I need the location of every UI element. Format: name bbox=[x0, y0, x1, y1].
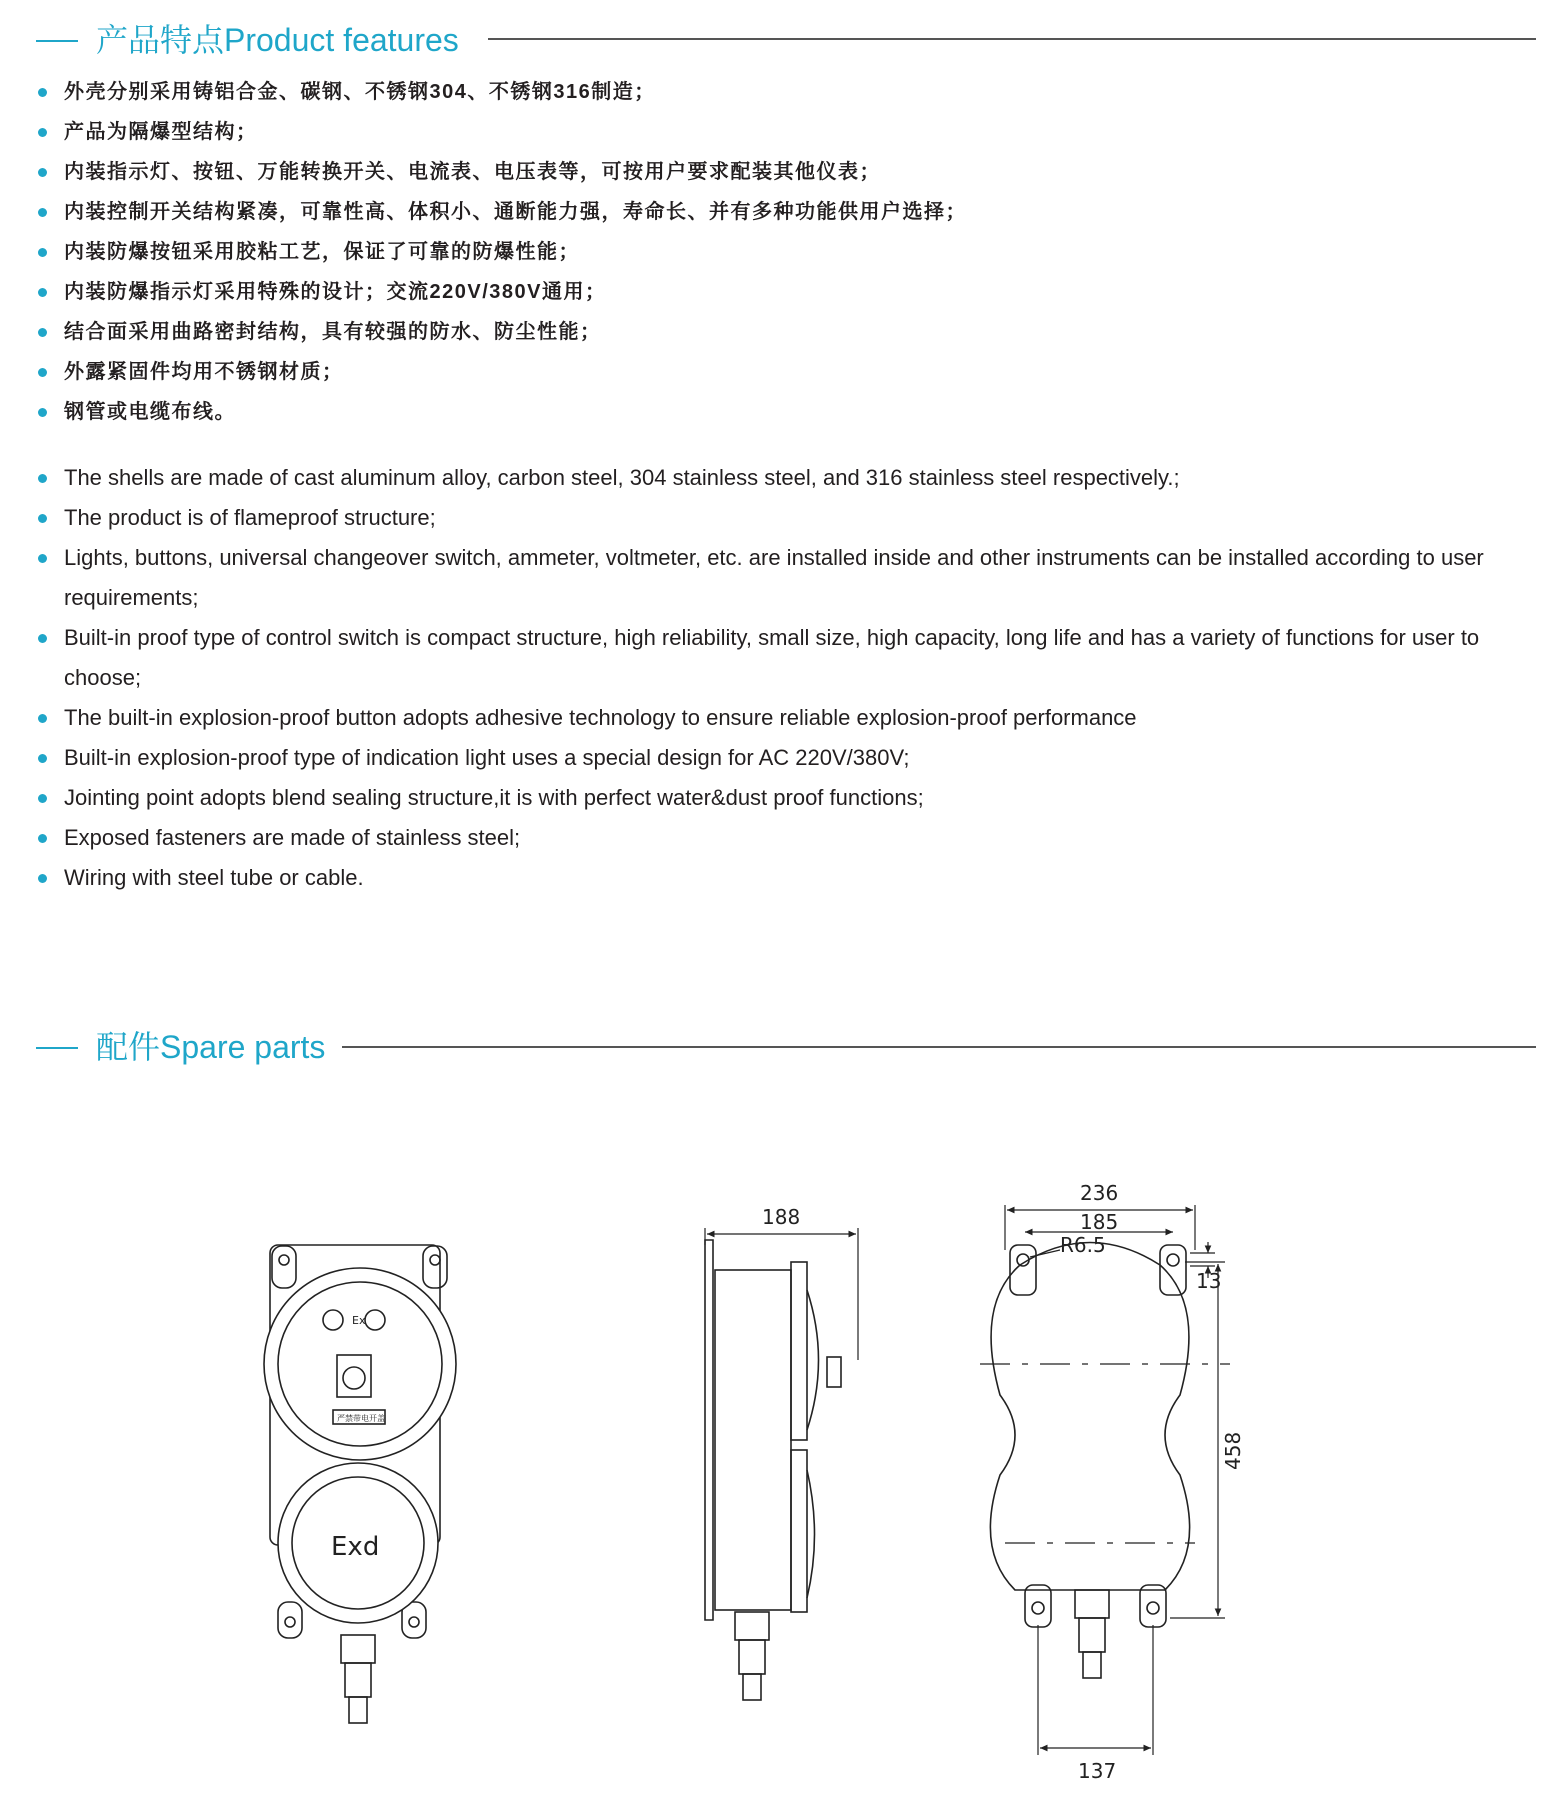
features-list-cn bbox=[36, 72, 1236, 432]
hole-radius-label: R6.5 bbox=[1060, 1233, 1106, 1257]
bottom-left-ear bbox=[1025, 1585, 1051, 1627]
bullet-dot-icon bbox=[38, 474, 47, 483]
feature-item-cn: 内装指示灯、按钮、万能转换开关、电流表、电压表等，可按用户要求配装其他仪表； bbox=[36, 152, 1236, 192]
mounting-hole bbox=[430, 1255, 440, 1265]
ex-mark-label: Ex bbox=[352, 1314, 366, 1327]
side-gland-nut bbox=[739, 1640, 765, 1674]
bullet-dot-icon bbox=[38, 554, 47, 563]
bullet-dot-icon bbox=[38, 874, 47, 883]
features-section-title: 产品特点Product features bbox=[96, 22, 459, 58]
feature-item-en: The shells are made of cast aluminum alloy, carbon steel, 304 stainless steel, and 316 stainless steel respectively.; bbox=[36, 458, 1536, 498]
mounting-ear bbox=[272, 1246, 296, 1288]
back-gland-nut bbox=[1079, 1618, 1105, 1652]
upper-enclosure bbox=[264, 1268, 456, 1460]
switch-handle bbox=[827, 1357, 841, 1387]
feature-item-cn: 外壳分别采用铸铝合金、碳钢、不锈钢304、不锈钢316制造； bbox=[36, 72, 1236, 112]
side-gland-body bbox=[735, 1612, 769, 1640]
back-center-lines bbox=[980, 1364, 1230, 1543]
bullet-dot-icon bbox=[38, 128, 47, 137]
feature-item-en: The product is of flameproof structure; bbox=[36, 498, 1536, 538]
warning-plate-label: 严禁带电开盖 bbox=[337, 1414, 385, 1423]
bullet-dot-icon bbox=[38, 634, 47, 643]
back-view-drawing bbox=[990, 1243, 1189, 1679]
side-view-drawing bbox=[705, 1240, 841, 1700]
features-list-en bbox=[36, 458, 1536, 898]
bullet-dot-icon bbox=[38, 208, 47, 217]
lower-cover-flange bbox=[791, 1450, 807, 1612]
feature-item-cn: 结合面采用曲路密封结构，具有较强的防水、防尘性能； bbox=[36, 312, 1236, 352]
feature-item-en: Built-in explosion-proof type of indication light uses a special design for AC 220V/380V; bbox=[36, 738, 1536, 778]
mounting-ear bbox=[423, 1246, 447, 1288]
bottom-right-hole bbox=[1147, 1602, 1159, 1614]
top-right-ear bbox=[1160, 1245, 1186, 1295]
spare-parts-section-title: 配件Spare parts bbox=[96, 1029, 326, 1065]
bullet-dot-icon bbox=[38, 168, 47, 177]
depth-dimension-label: 188 bbox=[762, 1205, 801, 1229]
bottom-right-ear bbox=[1140, 1585, 1166, 1627]
feature-item-cn: 内装防爆指示灯采用特殊的设计；交流220V/380V通用； bbox=[36, 272, 1236, 312]
side-wall-plate bbox=[705, 1240, 713, 1620]
feature-item-en: Lights, buttons, universal changeover switch, ammeter, voltmeter, etc. are installed inside and other instruments can be installed according to user requirements; bbox=[36, 538, 1534, 618]
bullet-dot-icon bbox=[38, 248, 47, 257]
upper-cover-flange bbox=[791, 1262, 807, 1440]
feature-item-cn: 产品为隔爆型结构； bbox=[36, 112, 1236, 152]
feature-item-cn: 内装防爆按钮采用胶粘工艺，保证了可靠的防爆性能； bbox=[36, 232, 1236, 272]
feature-item-en: Wiring with steel tube or cable. bbox=[36, 858, 1536, 898]
feature-item-en: Built-in proof type of control switch is compact structure, high reliability, small size, high capacity, long life and has a variety of functions for user to choose; bbox=[36, 618, 1534, 698]
bullet-dot-icon bbox=[38, 754, 47, 763]
side-enclosure-body bbox=[715, 1270, 791, 1610]
bullet-dot-icon bbox=[38, 288, 47, 297]
bullet-dot-icon bbox=[38, 794, 47, 803]
technical-drawings bbox=[0, 1150, 1546, 1790]
feature-item-en: The built-in explosion-proof button adopts adhesive technology to ensure reliable explosion-proof performance bbox=[36, 698, 1536, 738]
bottom-spacing-label: 137 bbox=[1078, 1759, 1117, 1783]
cable-gland-nut bbox=[345, 1663, 371, 1697]
bullet-dot-icon bbox=[38, 514, 47, 523]
feature-item-cn: 钢管或电缆布线。 bbox=[36, 392, 1236, 432]
upper-cover-dome bbox=[807, 1290, 819, 1430]
ear-offset-label: 13 bbox=[1196, 1269, 1222, 1293]
back-dimensions bbox=[1005, 1205, 1225, 1755]
side-gland-end bbox=[743, 1674, 761, 1700]
height-label: 458 bbox=[1221, 1431, 1245, 1470]
feature-item-cn: 外露紧固件均用不锈钢材质； bbox=[36, 352, 1236, 392]
header-accent-dash bbox=[36, 40, 78, 42]
bullet-dot-icon bbox=[38, 328, 47, 337]
bullet-dot-icon bbox=[38, 368, 47, 377]
mounting-hole bbox=[285, 1617, 295, 1627]
feature-item-cn: 内装控制开关结构紧凑，可靠性高、体积小、通断能力强，寿命长、并有多种功能供用户选择； bbox=[36, 192, 1236, 232]
bottom-left-hole bbox=[1032, 1602, 1044, 1614]
mounting-hole bbox=[279, 1255, 289, 1265]
feature-item-en: Jointing point adopts blend sealing structure,it is with perfect water&dust proof functions; bbox=[36, 778, 1536, 818]
header-rule bbox=[488, 38, 1536, 40]
cable-gland-body bbox=[341, 1635, 375, 1663]
hole-spacing-label: 185 bbox=[1080, 1210, 1119, 1234]
top-right-hole bbox=[1167, 1254, 1179, 1266]
lower-cover-dome bbox=[807, 1470, 815, 1598]
back-gland-body bbox=[1075, 1590, 1109, 1618]
bullet-dot-icon bbox=[38, 88, 47, 97]
depth-dimension bbox=[705, 1228, 858, 1360]
mounting-ear bbox=[278, 1602, 302, 1638]
header-accent-dash bbox=[36, 1047, 78, 1049]
exd-mark-label: Exd bbox=[331, 1532, 380, 1562]
feature-item-en: Exposed fasteners are made of stainless steel; bbox=[36, 818, 1536, 858]
bullet-dot-icon bbox=[38, 834, 47, 843]
mounting-hole bbox=[409, 1617, 419, 1627]
header-rule bbox=[342, 1046, 1536, 1048]
bullet-dot-icon bbox=[38, 714, 47, 723]
cable-gland-end bbox=[349, 1697, 367, 1723]
overall-width-label: 236 bbox=[1080, 1181, 1119, 1205]
back-gland-end bbox=[1083, 1652, 1101, 1678]
bullet-dot-icon bbox=[38, 408, 47, 417]
